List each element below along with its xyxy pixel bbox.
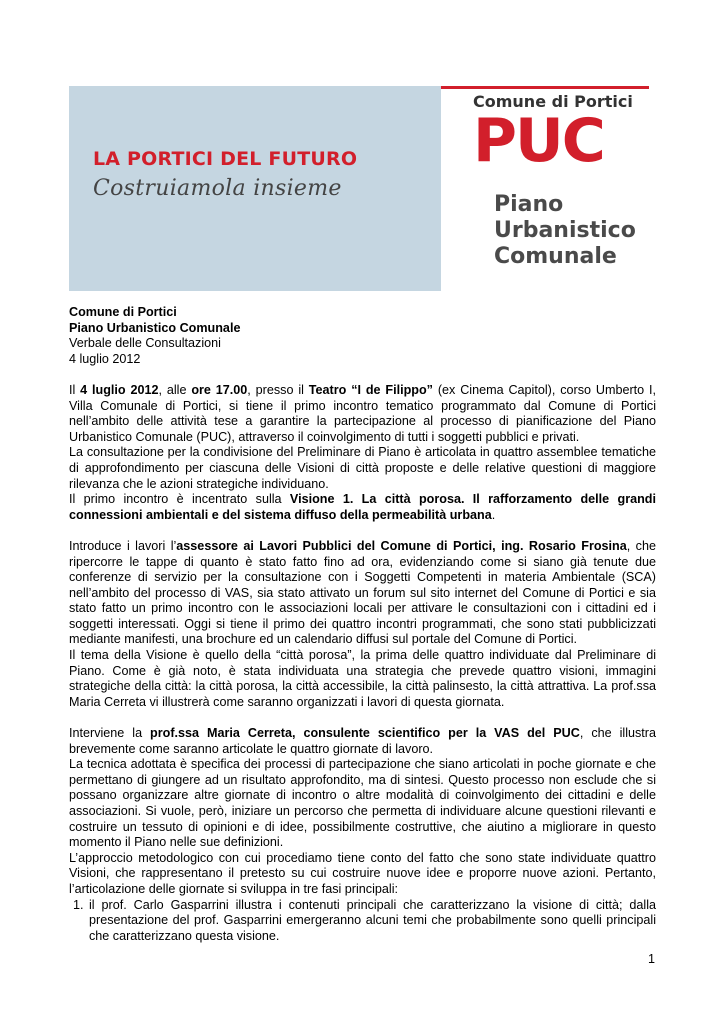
paragraph-visione: Il tema della Visione è quello della “città porosa”, la prima delle quattro individuate dal Preliminare di Piano. Come è già noto, è stata individuata una strategia che prevede quattro visioni, immagini strategiche della città: la città porosa, la città accessibile, la città palinsesto, la città attrattiva. La prof.ssa Maria Cerreta vi illustrerà come saranno organizzati i lavori di questa giornata. [69, 648, 656, 709]
paragraph-interviene: Interviene la prof.ssa Maria Cerreta, consulente scientifico per la VAS del PUC, che illustra brevemente come saranno articolate le quattro giornate di lavoro. [69, 726, 656, 756]
logo-line-urbanistico: Urbanistico [494, 218, 636, 243]
puc-logo [441, 86, 656, 291]
paragraph-consultazione: La consultazione per la condivisione del Preliminare di Piano è articolata in quattro assemblee tematiche di approfondimento per ciascuna delle Visioni di città proposte e delle relative questioni di maggiore rilevanza che le azioni strategiche individuano. [69, 445, 656, 491]
banner-slogan-subtitle: Costruiamola insieme [93, 176, 342, 201]
header-banner [69, 86, 656, 291]
paragraph-approccio: L’approccio metodologico con cui procediamo tiene conto del fatto che sono state individuate quattro Visioni, che rappresentano il pretesto su cui costruire nuove idee e proporre nuove azioni. Pertanto, l’articolazione delle giornate si sviluppa in tre fasi principali: [69, 850, 656, 896]
list-item: 1. il prof. Carlo Gasparrini illustra i contenuti principali che caratterizzano la visione di città; dalla presentazione del prof. Gasparrini emergeranno alcuni temi che probabilmente sono quelli principali che caratterizzano questa visione. [87, 898, 656, 945]
paragraph-introduce: Introduce i lavori l’assessore ai Lavori Pubblici del Comune di Portici, ing. Rosario Frosina, che ripercorre le tappe di quanto è stato fatto fino ad ora, evidenziando come si siano già tenute due conferenze di servizio per la consultazione con i Soggetti Competenti in materia Ambientale (SCA) nell’ambito del processo di VAS, sia stato attivato un forum sul sito internet del Comune di Portici e sia stato fatto un primo incontro con le associazioni locali per attivare le consultazioni con i cittadini ed i soggetti interessati. Oggi si tiene il primo dei quattro incontri programmati, che sono stati pubblicizzati mediante manifesti, una brochure ed un calendario diffusi sul portale del Comune di Portici. [69, 538, 656, 647]
logo-line-piano: Piano [494, 192, 564, 217]
page-number: 1 [648, 952, 656, 966]
header-piano: Piano Urbanistico Comunale [69, 320, 241, 335]
document-body [69, 305, 656, 944]
header-verbale: Verbale delle Consultazioni [69, 336, 221, 351]
logo-piano-urbanistico [494, 192, 636, 270]
logo-puc: PUC [473, 106, 604, 176]
logo-red-line [441, 86, 649, 89]
paragraph-primo-incontro: Il primo incontro è incentrato sulla Visione 1. La città porosa. Il rafforzamento delle grandi connessioni ambientali e del sistema diffuso della permeabilità urbana. [69, 492, 656, 522]
banner-slogan-title: LA PORTICI DEL FUTURO [93, 148, 358, 170]
logo-line-comunale: Comunale [494, 244, 617, 269]
logo-comune: Comune di Portici [473, 92, 633, 111]
paragraph-tecnica: La tecnica adottata è specifica dei processi di partecipazione che siano articolati in poche giornate e che permettano di giungere ad un risultato approfondito, ma di sintesi. Questo processo non esclude che si possano organizzare altre giornate di incontro o altre modalità di coinvolgimento dei cittadini e delle associazioni. Si vuole, però, iniziare un percorso che permetta di individuare alcune questioni rilevanti e costruire un tessuto di opinioni e di idee, possibilmente costruttive, che aiutino a migliorare in questo momento il Piano nelle sue definizioni. [69, 757, 656, 850]
header-comune: Comune di Portici [69, 305, 177, 319]
header-date: 4 luglio 2012 [69, 351, 141, 366]
banner-slogan [93, 148, 357, 201]
paragraph-intro: Il 4 luglio 2012, alle ore 17.00, presso il Teatro “I de Filippo” (ex Cinema Capitol), corso Umberto I, Villa Comunale di Portici, si tiene il primo incontro tematico programmato dal Comune di Portici nell’ambito delle attività tese a garantire la partecipazione al processo di pianificazione del Piano Urbanistico Comunale (PUC), attraverso il coinvolgimento di tutti i soggetti pubblici e privati. [69, 382, 657, 444]
phases-list [69, 898, 656, 945]
